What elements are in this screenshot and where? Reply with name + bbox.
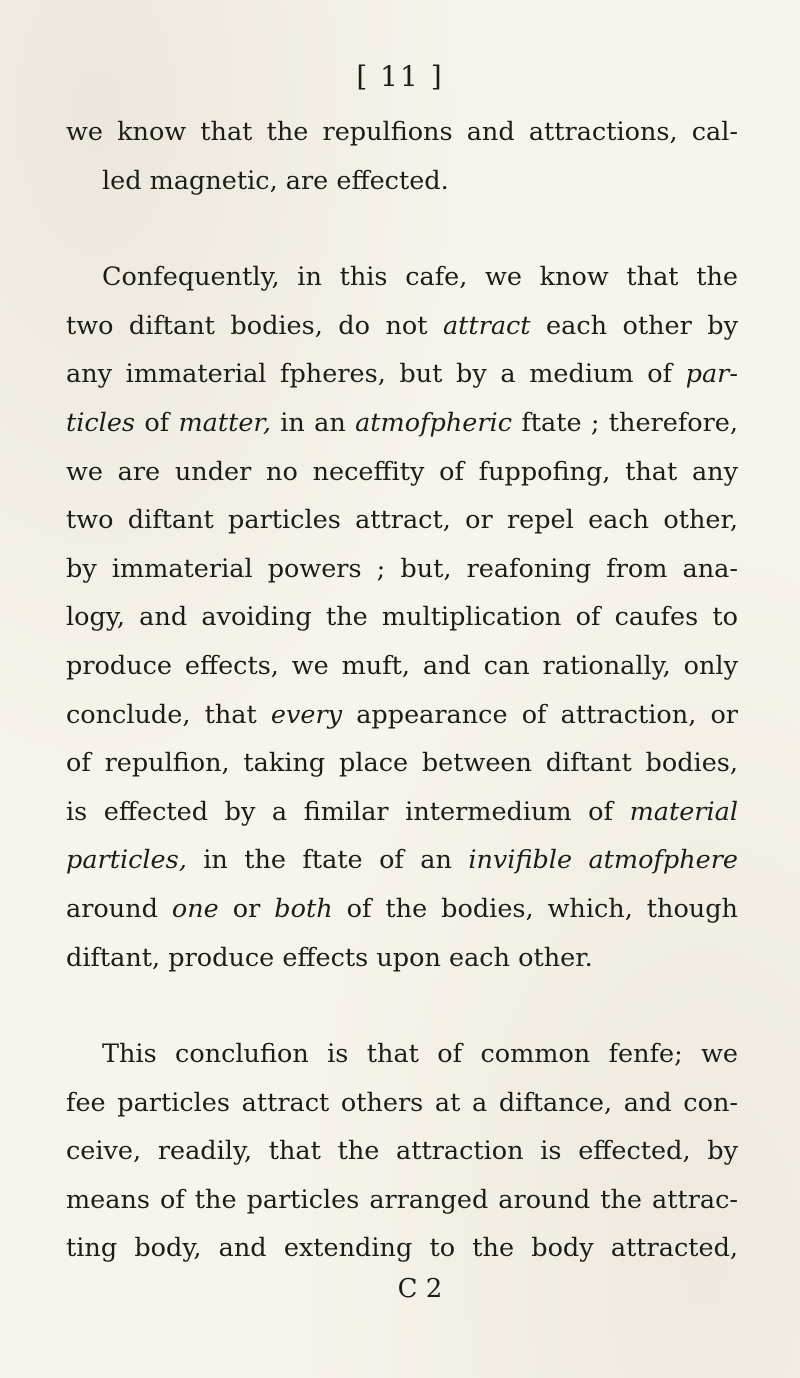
text-run: This conclufion is that of common fenfe; we [102, 1039, 738, 1070]
text-run: fee particles attract others at a diftance, and con- [66, 1087, 738, 1118]
text-run: in the ftate of an [186, 845, 469, 876]
paragraph [66, 108, 738, 205]
text-line [66, 545, 738, 594]
text-run: produce effects, we muft, and can rationally, only [66, 650, 738, 681]
text-run: diftant, produce effects upon each other. [66, 942, 593, 973]
page-number: [ 11 ] [356, 60, 444, 93]
text-run: two diftant bodies, do not [66, 310, 443, 341]
text-run: appearance of attraction, or [342, 699, 738, 730]
text-run: ftate ; therefore, [512, 407, 738, 438]
text-run: we know that the repulfions and attractions, cal- [66, 117, 738, 147]
paragraph-gap [66, 205, 738, 253]
text-line [66, 739, 738, 788]
text-line [66, 108, 738, 157]
paragraph-gap [66, 982, 738, 1030]
text-line [66, 1176, 738, 1225]
text-line [66, 1224, 738, 1273]
text-run: Confequently, in this cafe, we know that the [102, 262, 738, 293]
text-run: of [135, 407, 179, 438]
text-line [66, 1127, 738, 1176]
text-run: by immaterial powers ; but, reafoning from ana- [66, 553, 738, 584]
text-run: of the bodies, which, though [332, 893, 738, 924]
text-run: we are under no neceffity of fuppofing, that any [66, 456, 738, 487]
paragraph [66, 1030, 738, 1273]
text-run: in an [270, 407, 356, 438]
signature-mark: C 2 [397, 1274, 443, 1304]
text-run: ceive, readily, that the attraction is effected, by [66, 1136, 738, 1167]
text-run-italic: both [274, 893, 333, 924]
text-run: any immaterial fpheres, but by a medium of [66, 359, 686, 390]
text-run: two diftant particles attract, or repel each other, [66, 505, 738, 536]
text-run: logy, and avoiding the multiplication of caufes to [66, 602, 738, 633]
text-run-italic: one [171, 893, 219, 924]
text-run: of repulfion, taking place between diftant bodies, [66, 748, 738, 779]
text-run-italic: ticles [66, 407, 136, 438]
body-text [66, 108, 738, 1273]
text-run: conclude, that [66, 699, 271, 730]
text-run-italic: invifible atmofphere [468, 845, 738, 876]
text-line [66, 836, 738, 885]
text-line [66, 642, 738, 691]
text-line [66, 1030, 738, 1079]
text-run: led magnetic, are effected. [102, 165, 449, 196]
text-run-italic: material [629, 796, 738, 827]
text-line [66, 496, 738, 545]
text-run-italic: particles, [66, 845, 187, 876]
text-line [66, 157, 738, 206]
text-line [66, 885, 738, 934]
text-line [66, 253, 738, 302]
text-run-italic: every [270, 699, 343, 730]
text-line [66, 934, 738, 983]
text-run-italic: attract [442, 310, 531, 341]
text-run: around [66, 893, 172, 924]
text-run: is effected by a fimilar intermedium of [66, 796, 630, 827]
text-run: each other by [530, 310, 738, 341]
text-run-italic: atmofpheric [355, 407, 512, 438]
text-line [66, 788, 738, 837]
text-run: or [218, 893, 275, 924]
text-line [66, 350, 738, 399]
text-line [66, 302, 738, 351]
text-run-italic: par- [685, 359, 738, 390]
text-line [66, 399, 738, 448]
text-run-italic: matter, [178, 407, 271, 438]
text-line [66, 448, 738, 497]
text-line [66, 1079, 738, 1128]
text-line [66, 593, 738, 642]
text-run: ting body, and extending to the body attracted, [66, 1233, 738, 1264]
text-run: means of the particles arranged around the attrac- [66, 1184, 738, 1215]
text-line [66, 691, 738, 740]
paragraph [66, 253, 738, 982]
